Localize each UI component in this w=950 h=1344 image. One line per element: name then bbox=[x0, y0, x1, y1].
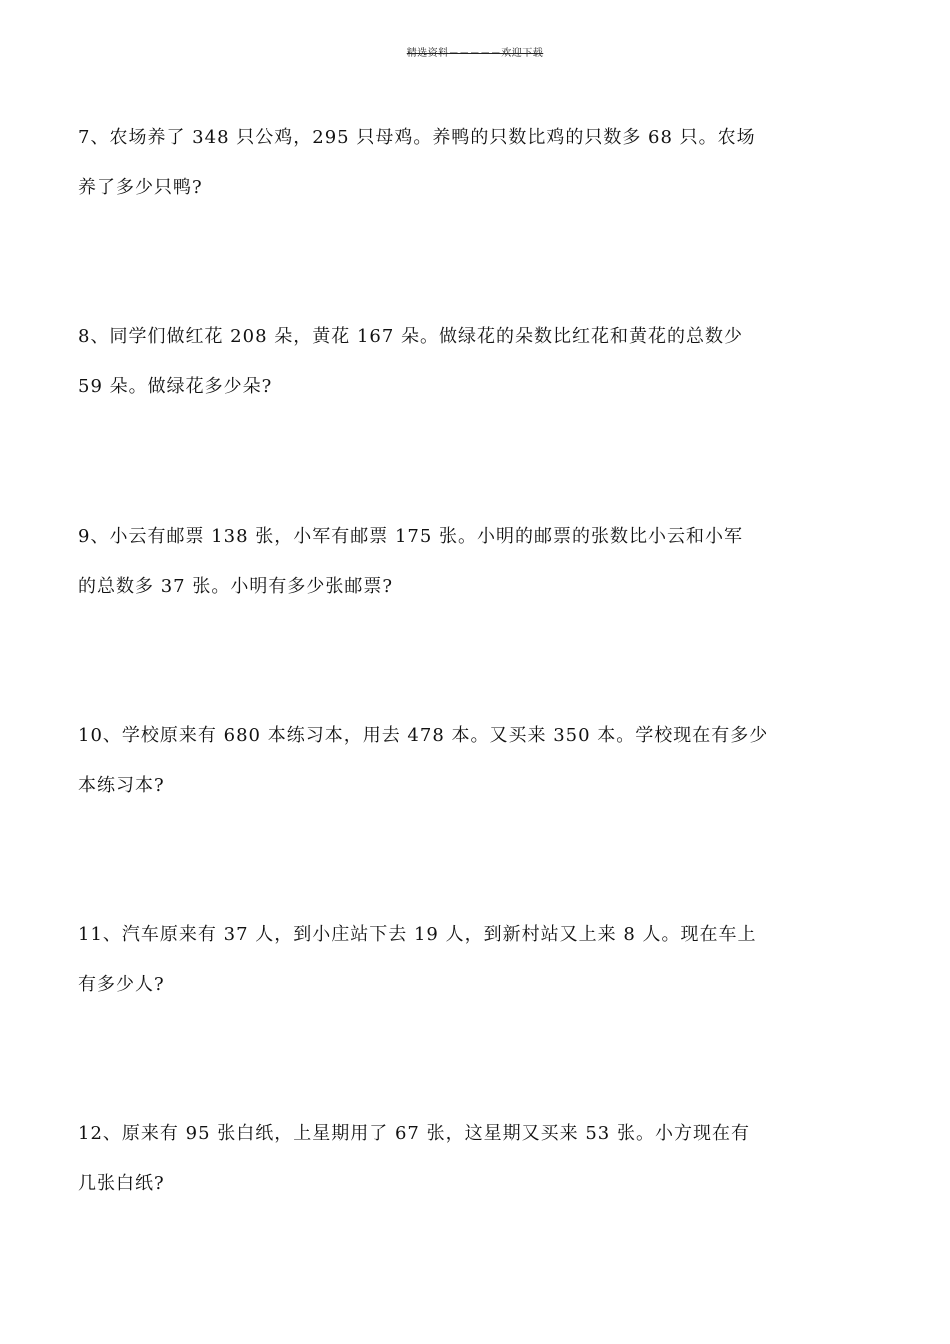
word-problem-10 bbox=[78, 711, 798, 811]
problem-line-2: 59 朵。做绿花多少朵? bbox=[78, 376, 273, 397]
problem-line-2: 有多少人? bbox=[78, 974, 165, 995]
problem-line-2: 本练习本? bbox=[78, 775, 165, 796]
word-problem-7 bbox=[78, 113, 798, 213]
problem-line-2: 养了多少只鸭? bbox=[78, 177, 203, 198]
problem-line-1: 7、农场养了 348 只公鸡，295 只母鸡。养鸭的只数比鸡的只数多 68 只。农场 bbox=[78, 127, 756, 148]
page-header bbox=[0, 44, 950, 59]
problem-line-1: 8、同学们做红花 208 朵，黄花 167 朵。做绿花的朵数比红花和黄花的总数少 bbox=[78, 326, 744, 347]
problem-line-2: 几张白纸? bbox=[78, 1173, 165, 1194]
problem-line-1: 9、小云有邮票 138 张，小军有邮票 175 张。小明的邮票的张数比小云和小军 bbox=[78, 526, 744, 547]
word-problem-12 bbox=[78, 1109, 798, 1209]
problem-line-2: 的总数多 37 张。小明有多少张邮票? bbox=[78, 576, 393, 597]
header-text: 精选资料－－－－－欢迎下载 bbox=[406, 48, 544, 59]
word-problem-9 bbox=[78, 512, 798, 612]
word-problem-8 bbox=[78, 312, 798, 412]
word-problem-11 bbox=[78, 910, 798, 1010]
problem-line-1: 10、学校原来有 680 本练习本，用去 478 本。又买来 350 本。学校现在有多少 bbox=[78, 725, 769, 746]
problem-line-1: 12、原来有 95 张白纸，上星期用了 67 张，这星期又买来 53 张。小方现在有 bbox=[78, 1123, 750, 1144]
problem-line-1: 11、汽车原来有 37 人，到小庄站下去 19 人，到新村站又上来 8 人。现在车上 bbox=[78, 924, 757, 945]
